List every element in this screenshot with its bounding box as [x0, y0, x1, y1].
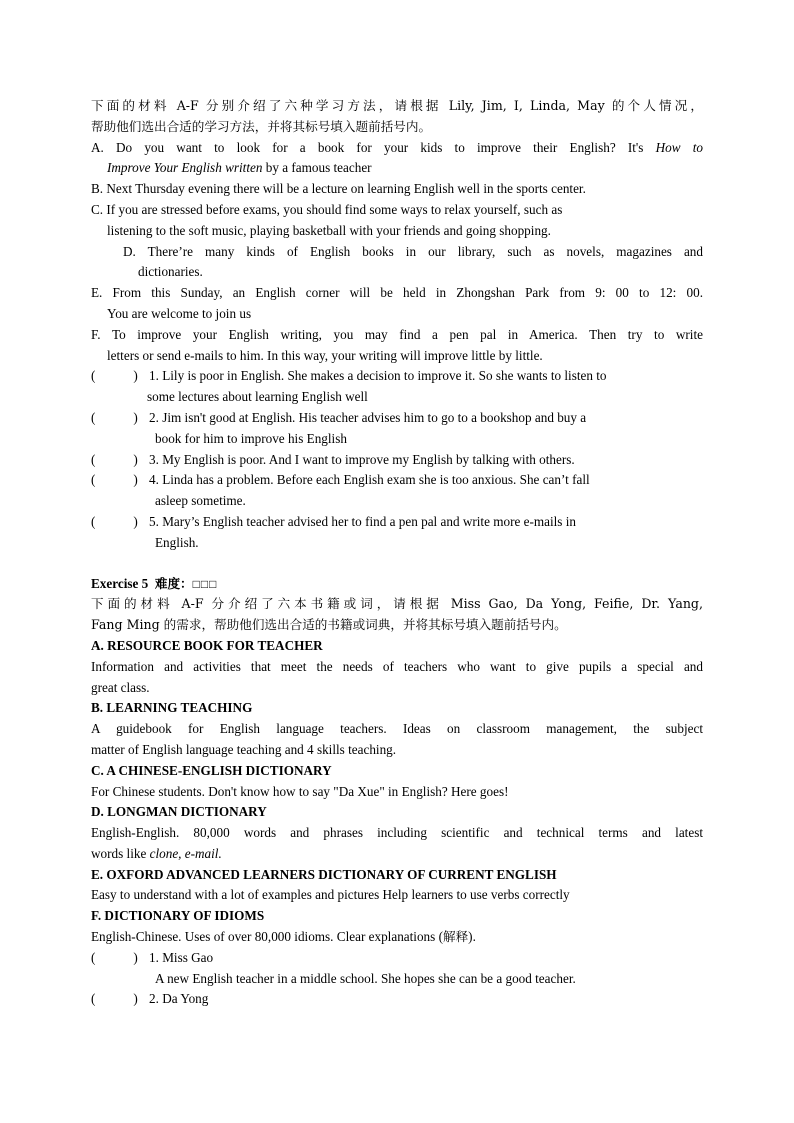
book-b-desc-2: matter of English language teaching and 4 skills teaching.	[91, 741, 397, 757]
answer-blank[interactable]: ( )	[91, 409, 138, 425]
question-2-line-1: ( ) 2. Jim isn't good at English. His teacher advises him to go to a bookshop and buy a	[91, 408, 703, 429]
difficulty-label: 难度：	[154, 575, 193, 591]
ex5-question-1-line-2: A new English teacher in a middle school. She hopes she can be a good teacher.	[155, 970, 576, 986]
exercise-5-intro-1: 下面的材料 A-F 分介绍了六本书籍或词，请根据 Miss Gao, Da Yong, Feifie, Dr. Yang,	[91, 596, 703, 612]
exercise-5-intro-2: Fang Ming 的需求，帮助他们选出合适的书籍或词典，并将其标号填入题前括号内。	[91, 617, 567, 633]
method-b: B. Next Thursday evening there will be a lecture on learning English well in the sports center.	[91, 181, 586, 197]
book-a-desc-1: Information and activities that meet the needs of teachers who want to give pupils a special and	[91, 658, 703, 674]
question-5-line-1: ( ) 5. Mary’s English teacher advised her to find a pen pal and write more e-mails in	[91, 512, 703, 533]
book-c-desc-1: For Chinese students. Don't know how to say "Da Xue" in English? Here goes!	[91, 783, 509, 799]
ex5-question-2-line-1: ( ) 2. Da Yong	[91, 989, 703, 1010]
difficulty-stars: □□□	[192, 576, 218, 591]
answer-blank[interactable]: ( )	[91, 472, 138, 488]
exercise-title: Exercise 5	[91, 575, 149, 591]
method-a-line-1: A. Do you want to look for a book for your kids to improve their English? It's How to	[91, 139, 704, 155]
question-1-line-2: some lectures about learning English well	[147, 389, 368, 405]
method-d-line-1: D. There’re many kinds of English books in our library, such as novels, magazines and	[123, 243, 703, 259]
answer-blank[interactable]: ( )	[91, 949, 138, 965]
method-a-line-2: Improve Your English written by a famous teacher	[107, 160, 372, 176]
method-c-line-1: C. If you are stressed before exams, you should find some ways to relax yourself, such as	[91, 201, 563, 217]
method-c-line-2: listening to the soft music, playing basketball with your friends and going shopping.	[107, 222, 551, 238]
question-5-line-2: English.	[155, 534, 199, 550]
book-d-desc-2: words like clone, e-mail.	[91, 845, 222, 861]
question-2-line-2: book for him to improve his English	[155, 430, 347, 446]
intro-line-2: 帮助他们选出合适的学习方法，并将其标号填入题前括号内。	[91, 118, 432, 134]
ex5-question-1-line-1: ( ) 1. Miss Gao	[91, 948, 703, 969]
book-b-title: B. LEARNING TEACHING	[91, 700, 253, 716]
book-a-title: A. RESOURCE BOOK FOR TEACHER	[91, 637, 323, 653]
answer-blank[interactable]: ( )	[91, 368, 138, 384]
book-f-title: F. DICTIONARY OF IDIOMS	[91, 908, 265, 924]
book-b-desc-1: A guidebook for English language teachers. Ideas on classroom management, the subject	[91, 721, 703, 737]
method-f-line-1: F. To improve your English writing, you may find a pen pal in America. Then try to write	[91, 326, 703, 342]
method-e-line-2: You are welcome to join us	[107, 305, 252, 321]
method-d-line-2: dictionaries.	[138, 264, 203, 280]
answer-blank[interactable]: ( )	[91, 991, 138, 1007]
intro-line-1: 下面的材料 A-F 分别介绍了六种学习方法，请根据 Lily, Jim, I, Linda, May 的个人情况，	[91, 98, 703, 113]
book-a-desc-2: great class.	[91, 679, 150, 695]
answer-blank[interactable]: ( )	[91, 513, 138, 529]
question-3-line-1: ( ) 3. My English is poor. And I want to improve my English by talking with others.	[91, 450, 703, 471]
question-4-line-2: asleep sometime.	[155, 493, 246, 509]
question-1-line-1: ( ) 1. Lily is poor in English. She makes a decision to improve it. So she wants to listen to	[91, 366, 703, 387]
book-d-desc-1: English-English. 80,000 words and phrases including scientific and technical terms and latest	[91, 825, 703, 841]
question-4-line-1: ( ) 4. Linda has a problem. Before each English exam she is too anxious. She can’t fall	[91, 470, 703, 491]
book-e-title: E. OXFORD ADVANCED LEARNERS DICTIONARY OF CURRENT ENGLISH	[91, 866, 557, 882]
answer-blank[interactable]: ( )	[91, 451, 138, 467]
exercise-5-heading	[91, 574, 703, 595]
worksheet-page	[91, 96, 703, 1010]
book-f-desc-1: English-Chinese. Uses of over 80,000 idioms. Clear explanations (解释).	[91, 929, 476, 945]
book-c-title: C. A CHINESE-ENGLISH DICTIONARY	[91, 762, 332, 778]
method-e-line-1: E. From this Sunday, an English corner will be held in Zhongshan Park from 9: 00 to 12: 00.	[91, 285, 703, 301]
book-d-title: D. LONGMAN DICTIONARY	[91, 804, 267, 820]
method-f-line-2: letters or send e-mails to him. In this way, your writing will improve little by little.	[107, 347, 543, 363]
book-e-desc-1: Easy to understand with a lot of examples and pictures Help learners to use verbs correctly	[91, 887, 570, 903]
